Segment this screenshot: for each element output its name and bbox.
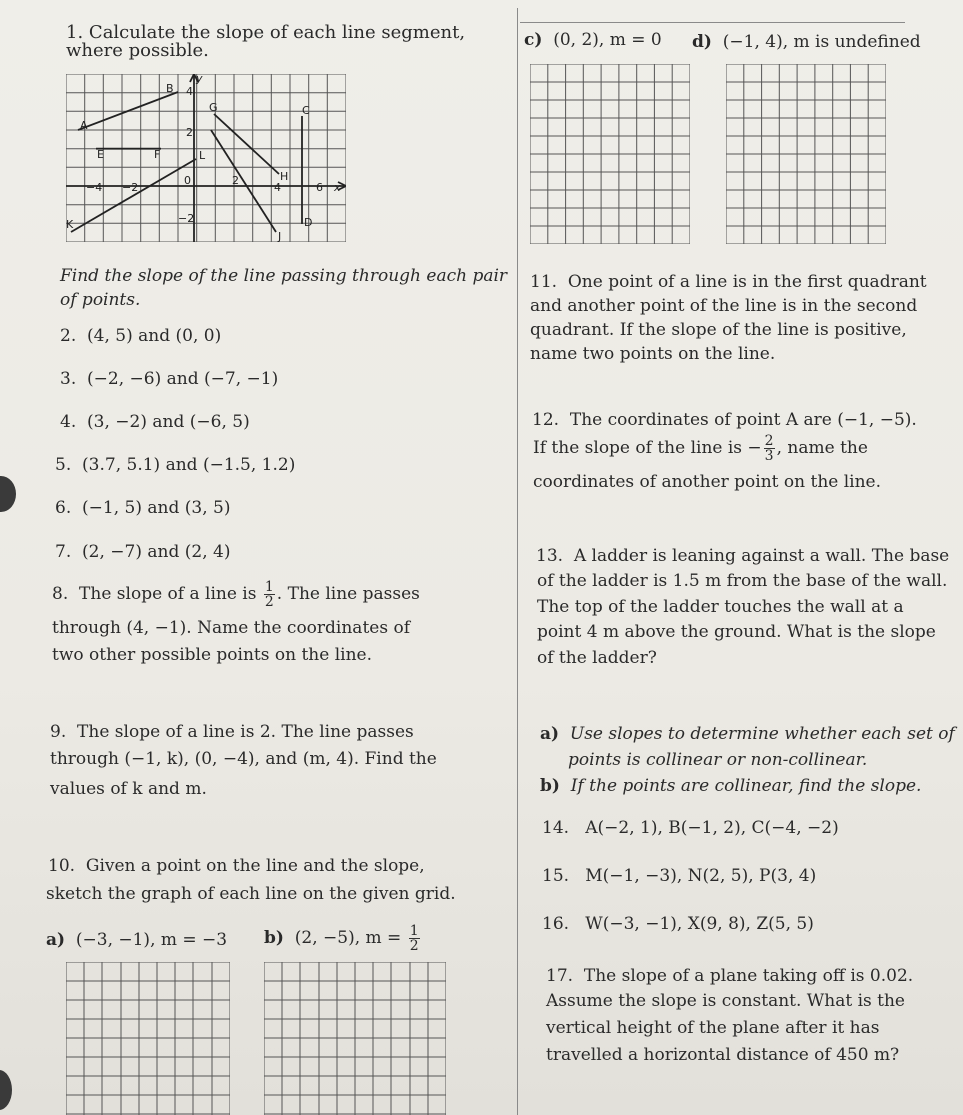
- binder-hole-top: [0, 476, 16, 512]
- question-16: [542, 914, 814, 934]
- binder-hole-bottom: [0, 1070, 12, 1110]
- q15-text: M(−1, −3), N(2, 5), P(3, 4): [585, 866, 817, 886]
- q10b-text: (2, −5), m =: [294, 928, 402, 948]
- q12-frac-denominator: 3: [764, 448, 774, 464]
- x-tick-6: 6: [316, 181, 323, 194]
- point-label-A: A: [80, 119, 88, 132]
- q10b-frac-numerator: 1: [409, 923, 419, 939]
- q10d-letter: d): [692, 32, 712, 52]
- q16-number: 16.: [542, 914, 570, 934]
- q10a-label: [46, 930, 227, 950]
- y-tick-4: 4: [186, 85, 193, 98]
- collinear-b: [540, 776, 921, 796]
- q12-line3: coordinates of another point on the line.: [533, 472, 882, 492]
- y-axis-label: y: [196, 74, 203, 85]
- q9-number: 9.: [50, 722, 67, 742]
- x-tick-neg2: −2: [122, 181, 139, 194]
- q8-line3: two other possible points on the line.: [52, 645, 372, 665]
- q10a-letter: a): [46, 930, 66, 950]
- point-label-C: C: [302, 104, 310, 117]
- segment-GJ: [211, 130, 276, 232]
- x-tick-neg4: −4: [86, 181, 103, 194]
- q13-line1: [536, 546, 949, 566]
- q8-frac-denominator: 2: [264, 594, 274, 610]
- question-2: [60, 326, 221, 346]
- q10a-text: (−3, −1), m = −3: [75, 930, 228, 950]
- q10d-grid: [726, 64, 886, 244]
- q3-number: 3.: [60, 369, 77, 389]
- point-label-J: J: [278, 230, 282, 242]
- q8-frac-numerator: 1: [264, 579, 274, 595]
- find-slope-heading-line2: of points.: [60, 290, 141, 310]
- point-label-B: B: [166, 82, 174, 95]
- q16-text: W(−3, −1), X(9, 8), Z(5, 5): [585, 914, 814, 934]
- point-label-F: F: [154, 148, 161, 161]
- q3-text: (−2, −6) and (−7, −1): [87, 369, 279, 389]
- x-tick-0: 0: [184, 174, 191, 187]
- q7-number: 7.: [55, 542, 72, 562]
- q17-text: The slope of a plane taking off is 0.02.: [583, 966, 914, 986]
- question-4: [60, 412, 250, 432]
- question-7: [55, 542, 230, 562]
- q12-number: 12.: [532, 410, 560, 430]
- collinear-a-line2: points is collinear or non-collinear.: [568, 750, 868, 770]
- q8-text-post: . The line passes: [276, 584, 420, 604]
- question-5: [55, 455, 295, 475]
- column-divider: [517, 8, 518, 1115]
- q10b-grid: [264, 962, 446, 1115]
- q10-number: 10.: [48, 856, 76, 876]
- q10b-fraction: [409, 924, 420, 953]
- q14-number: 14.: [542, 818, 570, 838]
- q15-number: 15.: [542, 866, 570, 886]
- q8-line2: through (4, −1). Name the coordinates of: [52, 618, 410, 638]
- q13-line5: of the ladder?: [537, 648, 657, 668]
- q10b-label: [264, 924, 422, 953]
- q12-line1: [532, 410, 917, 430]
- point-label-D: D: [304, 216, 313, 229]
- q8-text: The slope of a line is: [79, 584, 257, 604]
- point-label-L: L: [199, 149, 206, 162]
- collinear-a: [540, 724, 955, 744]
- q12-line2-post: , name the: [776, 438, 868, 458]
- q13-line3: The top of the ladder touches the wall at a: [537, 597, 904, 617]
- q13-line2: of the ladder is 1.5 m from the base of the wall.: [537, 571, 948, 591]
- q9-line1: [50, 722, 414, 742]
- q12-line2-text: If the slope of the line is −: [533, 438, 762, 458]
- q10d-label: [692, 32, 921, 52]
- point-label-H: H: [280, 170, 289, 183]
- q17-number: 17.: [546, 966, 574, 986]
- q10-line1: [48, 856, 425, 876]
- x-tick-4: 4: [274, 181, 281, 194]
- q12-line2: [533, 434, 868, 463]
- q13-text: A ladder is leaning against a wall. The base: [573, 546, 950, 566]
- q10b-frac-denominator: 2: [409, 938, 419, 954]
- collinear-a-letter: a): [540, 724, 560, 744]
- q12-text: The coordinates of point A are (−1, −5).: [569, 410, 917, 430]
- q4-number: 4.: [60, 412, 77, 432]
- q9-text: The slope of a line is 2. The line passes: [77, 722, 414, 742]
- question-15: [542, 866, 816, 886]
- q2-text: (4, 5) and (0, 0): [87, 326, 222, 346]
- q13-number: 13.: [536, 546, 564, 566]
- q7-text: (2, −7) and (2, 4): [82, 542, 231, 562]
- q12-fraction: [764, 434, 775, 463]
- q8-fraction: [264, 580, 275, 609]
- question-14: [542, 818, 839, 838]
- question-6: [55, 498, 230, 518]
- q6-number: 6.: [55, 498, 72, 518]
- point-label-K: K: [66, 218, 74, 231]
- q11-number: 11.: [530, 272, 558, 292]
- q17-line2: Assume the slope is constant. What is the: [546, 991, 905, 1011]
- x-axis-label: x: [334, 181, 341, 194]
- q8-line1: [52, 580, 420, 609]
- q8-number: 8.: [52, 584, 69, 604]
- q9-line3: values of k and m.: [50, 779, 207, 799]
- q6-text: (−1, 5) and (3, 5): [82, 498, 231, 518]
- q10c-letter: c): [524, 30, 543, 50]
- q4-text: (3, −2) and (−6, 5): [87, 412, 250, 432]
- question-3: [60, 369, 278, 389]
- q17-line1: [546, 966, 913, 986]
- x-tick-2: 2: [232, 174, 239, 187]
- q10d-text: (−1, 4), m is undefined: [722, 32, 921, 52]
- segment-GH: [214, 114, 279, 174]
- q11-text: One point of a line is in the first quadrant: [567, 272, 927, 292]
- q10c-text: (0, 2), m = 0: [553, 30, 662, 50]
- q1-number: 1.: [66, 22, 84, 43]
- q10-text: Given a point on the line and the slope,: [85, 856, 425, 876]
- q14-text: A(−2, 1), B(−1, 2), C(−4, −2): [585, 818, 839, 838]
- q1-text-line2: where possible.: [66, 40, 209, 61]
- q5-text: (3.7, 5.1) and (−1.5, 1.2): [82, 455, 296, 475]
- q12-frac-numerator: 2: [764, 433, 774, 449]
- q17-line4: travelled a horizontal distance of 450 m?: [546, 1045, 900, 1065]
- q11-line1: [530, 272, 927, 292]
- q10c-label: [524, 30, 662, 50]
- q17-line3: vertical height of the plane after it has: [546, 1018, 880, 1038]
- q1-coordinate-graph: [66, 74, 346, 242]
- q10b-letter: b): [264, 928, 284, 948]
- q11-line4: name two points on the line.: [530, 344, 776, 364]
- q10c-grid: [530, 64, 690, 244]
- find-slope-heading: Find the slope of the line passing through each pair: [60, 266, 508, 286]
- point-label-G: G: [209, 101, 218, 114]
- q2-number: 2.: [60, 326, 77, 346]
- top-rule: [520, 22, 905, 23]
- y-tick-neg2: −2: [178, 212, 195, 225]
- collinear-a-text: Use slopes to determine whether each set of: [569, 724, 955, 744]
- collinear-b-text: If the points are collinear, find the slope.: [570, 776, 922, 796]
- q13-line4: point 4 m above the ground. What is the slope: [537, 622, 936, 642]
- q10a-grid: [66, 962, 230, 1115]
- q5-number: 5.: [55, 455, 72, 475]
- q10-line2: sketch the graph of each line on the given grid.: [46, 884, 456, 904]
- y-tick-2: 2: [186, 126, 193, 139]
- q11-line3: quadrant. If the slope of the line is positive,: [530, 320, 907, 340]
- q9-line2: through (−1, k), (0, −4), and (m, 4). Find the: [50, 749, 437, 769]
- point-label-E: E: [97, 148, 104, 161]
- q11-line2: and another point of the line is in the second: [530, 296, 918, 316]
- collinear-b-letter: b): [540, 776, 560, 796]
- q1-text: Calculate the slope of each line segment,: [88, 22, 466, 43]
